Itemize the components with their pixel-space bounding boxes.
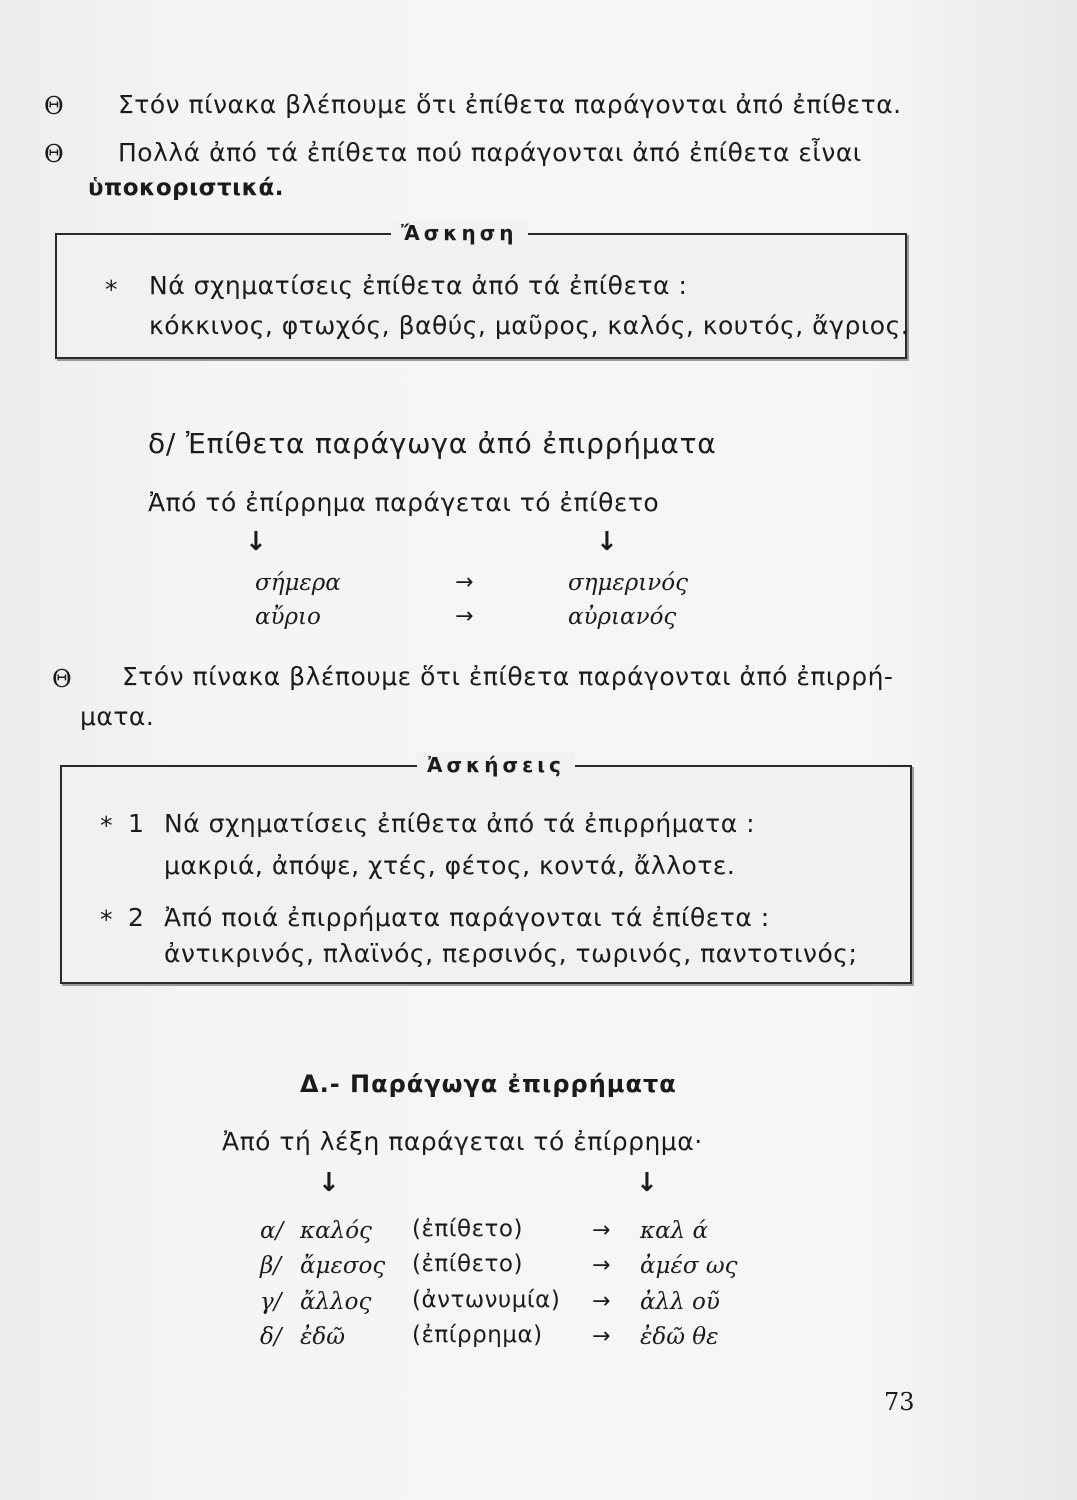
exercise-instruction: Νά σχηματίσεις ἐπίθετα ἀπό τά ἐπιρρήματα : — [164, 809, 756, 838]
section-intro: Ἀπό τό ἐπίρρημα παράγεται τό ἐπίθετο — [148, 488, 660, 517]
arrow-right-icon: → — [592, 1218, 611, 1243]
part-of-speech: (ἐπίρρημα) — [412, 1322, 543, 1348]
arrow-down-icon: ↓ — [636, 1168, 658, 1198]
base-word: ἄλλος — [300, 1289, 372, 1315]
result-adverb: ἀλλ οῦ — [640, 1289, 720, 1315]
paragraph-text: Στόν πίνακα βλέπουμε ὅτι ἐπίθετα παράγονται ἀπό ἐπίθετα. — [118, 90, 902, 119]
part-of-speech: (ἐπίθετο) — [412, 1216, 523, 1242]
part-of-speech: (ἐπίθετο) — [412, 1251, 523, 1277]
arrow-right-icon: → — [455, 570, 474, 595]
exercise-star: * — [105, 275, 118, 304]
arrow-down-icon: ↓ — [318, 1168, 340, 1198]
arrow-down-icon: ↓ — [245, 527, 267, 557]
paragraph-continuation: ματα. — [80, 702, 155, 731]
row-label: γ/ — [260, 1289, 282, 1315]
arrow-right-icon: → — [592, 1324, 611, 1349]
exercise-number: 1 — [128, 809, 145, 838]
paragraph-text: Πολλά ἀπό τά ἐπίθετα πού παράγονται ἀπό ἐπίθετα εἶναι — [118, 138, 862, 167]
derived-word: αὐριανός — [568, 604, 677, 630]
exercise-instruction: Ἀπό ποιά ἐπιρρήματα παράγονται τά ἐπίθετα : — [164, 903, 770, 932]
arrow-right-icon: → — [592, 1253, 611, 1278]
base-word: ἄμεσος — [300, 1253, 386, 1279]
derived-word: σημερινός — [568, 570, 689, 596]
result-adverb: καλ ά — [640, 1218, 709, 1244]
box-title: Ἀσκήσεις — [417, 753, 575, 777]
theta-marker: Θ — [52, 665, 72, 693]
exercise-number: 2 — [128, 903, 145, 932]
exercises-box — [60, 753, 912, 984]
result-adverb: ἐδῶ θε — [640, 1324, 719, 1350]
arrow-right-icon: → — [592, 1289, 611, 1314]
page-number: 73 — [884, 1388, 915, 1416]
row-label: δ/ — [260, 1324, 282, 1350]
exercise-star: * — [100, 811, 113, 840]
theta-marker: Θ — [44, 140, 64, 168]
section-title: Δ.- Παράγωγα ἐπιρρήματα — [300, 1070, 677, 1098]
arrow-right-icon: → — [455, 604, 474, 629]
box-title: Ἄσκηση — [391, 221, 528, 245]
base-word: σήμερα — [255, 570, 341, 596]
exercise-instruction: Νά σχηματίσεις ἐπίθετα ἀπό τά ἐπίθετα : — [149, 271, 688, 300]
section-intro: Ἀπό τή λέξη παράγεται τό ἐπίρρημα· — [222, 1127, 703, 1156]
exercise-words: μακριά, ἀπόψε, χτές, φέτος, κοντά, ἄλλοτε. — [164, 851, 736, 880]
base-word: αὔριο — [255, 604, 321, 630]
part-of-speech: (ἀντωνυμία) — [412, 1287, 561, 1313]
section-heading: δ/ Ἐπίθετα παράγωγα ἀπό ἐπιρρήματα — [148, 427, 717, 460]
exercise-star: * — [100, 905, 113, 934]
row-label: β/ — [260, 1253, 282, 1279]
base-word: καλός — [300, 1218, 372, 1244]
exercise-words: κόκκινος, φτωχός, βαθύς, μαῦρος, καλός, κουτός, ἄγριος. — [149, 311, 910, 340]
theta-marker: Θ — [44, 92, 64, 120]
exercise-box — [55, 221, 910, 359]
base-word: ἐδῶ — [300, 1324, 345, 1350]
arrow-down-icon: ↓ — [596, 527, 618, 557]
exercise-words: ἀντικρινός, πλαϊνός, περσινός, τωρινός, παντοτινός; — [164, 939, 858, 968]
paragraph-text: Στόν πίνακα βλέπουμε ὅτι ἐπίθετα παράγονται ἀπό ἐπιρρή- — [122, 662, 894, 691]
paragraph-continuation: ὑποκοριστικά. — [88, 175, 285, 201]
row-label: α/ — [260, 1218, 284, 1244]
result-adverb: ἀμέσ ως — [640, 1253, 738, 1279]
